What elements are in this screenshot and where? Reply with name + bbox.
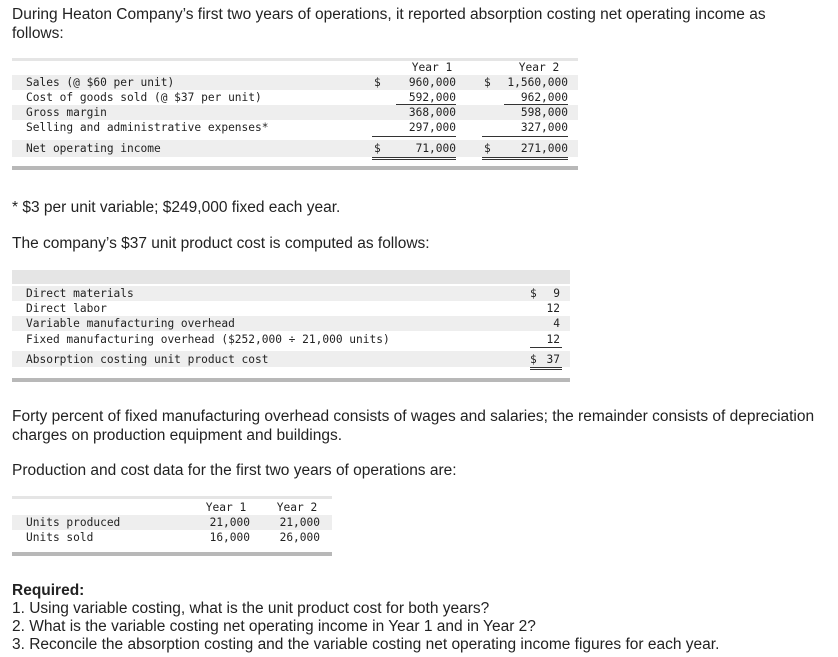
- currency-sign: $: [484, 142, 491, 155]
- year1-value: 16,000: [209, 531, 250, 544]
- table-row: [12, 90, 578, 105]
- row-label: Fixed manufacturing overhead ($252,000 ÷ 21,000 units): [26, 333, 390, 346]
- table-bottom-bar: [12, 378, 570, 382]
- unit-cost-table: [12, 270, 570, 386]
- year2-value: 271,000: [520, 142, 568, 155]
- table-top-bar: [12, 58, 578, 61]
- table-top-bar: [12, 270, 570, 284]
- year1-value: 297,000: [408, 121, 456, 134]
- year1-value: 960,000: [408, 76, 456, 89]
- row-label: Units sold: [26, 531, 94, 544]
- year2-value: 1,560,000: [507, 76, 568, 89]
- table-row: [12, 120, 578, 135]
- table-row: [12, 351, 570, 367]
- currency-sign: $: [530, 287, 537, 300]
- currency-sign: $: [374, 76, 381, 89]
- double-underline: [372, 157, 456, 160]
- header-year-2: Year 2: [518, 61, 560, 74]
- table-row: [12, 301, 570, 316]
- table-row: [12, 286, 570, 301]
- overhead-note: Forty percent of fixed manufacturing overhead consists of wages and salaries; the remainder consists of depreciation charges on production equipment and buildings.: [12, 408, 815, 444]
- table-bottom-bar: [12, 166, 578, 170]
- row-label: Units produced: [26, 516, 121, 529]
- header-year-2: Year 2: [276, 501, 318, 514]
- table-row: [12, 530, 332, 545]
- year2-value: 962,000: [520, 91, 568, 104]
- year1-value: 368,000: [408, 106, 456, 119]
- year2-value: 598,000: [520, 106, 568, 119]
- production-intro: Production and cost data for the first two years of operations are:: [12, 462, 457, 479]
- cost-value: 12: [546, 302, 560, 315]
- double-underline: [530, 367, 562, 370]
- intro-text: During Heaton Company’s first two years of operations, it reported absorption costing net operating income as follows:: [12, 6, 766, 42]
- row-label: Gross margin: [26, 106, 107, 119]
- total-line: [482, 136, 568, 137]
- row-label: Direct labor: [26, 302, 107, 315]
- table-bottom-bar: [12, 552, 332, 556]
- year1-value: 592,000: [408, 91, 456, 104]
- header-year-1: Year 1: [411, 61, 453, 74]
- cost-value: 12: [546, 333, 560, 346]
- required-title: Required:: [12, 582, 85, 599]
- currency-sign: $: [484, 76, 491, 89]
- row-label: Direct materials: [26, 287, 134, 300]
- table-row: [12, 316, 570, 331]
- row-label: Sales (@ $60 per unit): [26, 76, 175, 89]
- table-row: [12, 140, 578, 157]
- table-row: [12, 515, 332, 530]
- required-item-1: 1. Using variable costing, what is the unit product cost for both years?: [12, 600, 490, 617]
- row-label: Cost of goods sold (@ $37 per unit): [26, 91, 262, 104]
- year2-value: 327,000: [520, 121, 568, 134]
- table-row: [12, 332, 570, 347]
- year2-value: 26,000: [279, 531, 320, 544]
- footnote: * $3 per unit variable; $249,000 fixed each year.: [12, 199, 341, 216]
- income-table: [12, 58, 578, 176]
- required-item-3: 3. Reconcile the absorption costing and the variable costing net operating income figures for each year.: [12, 636, 720, 653]
- currency-sign: $: [530, 353, 537, 366]
- required-item-2: 2. What is the variable costing net operating income in Year 1 and in Year 2?: [12, 618, 536, 635]
- row-label: Net operating income: [26, 142, 161, 155]
- table-row: [12, 105, 578, 120]
- row-label: Variable manufacturing overhead: [26, 317, 235, 330]
- production-table: [12, 496, 332, 560]
- year1-value: 71,000: [415, 142, 456, 155]
- total-line: [372, 136, 456, 137]
- table-top-bar: [12, 496, 332, 499]
- row-label: Absorption costing unit product cost: [26, 353, 269, 366]
- year2-value: 21,000: [279, 516, 320, 529]
- header-year-1: Year 1: [205, 501, 247, 514]
- table-row: [12, 75, 578, 90]
- double-underline: [482, 157, 568, 160]
- cost-value: 37: [546, 353, 560, 366]
- total-line: [530, 347, 562, 348]
- row-label: Selling and administrative expenses*: [26, 121, 269, 134]
- year1-value: 21,000: [209, 516, 250, 529]
- unit-cost-intro: The company’s $37 unit product cost is computed as follows:: [12, 235, 430, 252]
- cost-value: 4: [553, 317, 560, 330]
- cost-value: 9: [553, 287, 560, 300]
- currency-sign: $: [374, 142, 381, 155]
